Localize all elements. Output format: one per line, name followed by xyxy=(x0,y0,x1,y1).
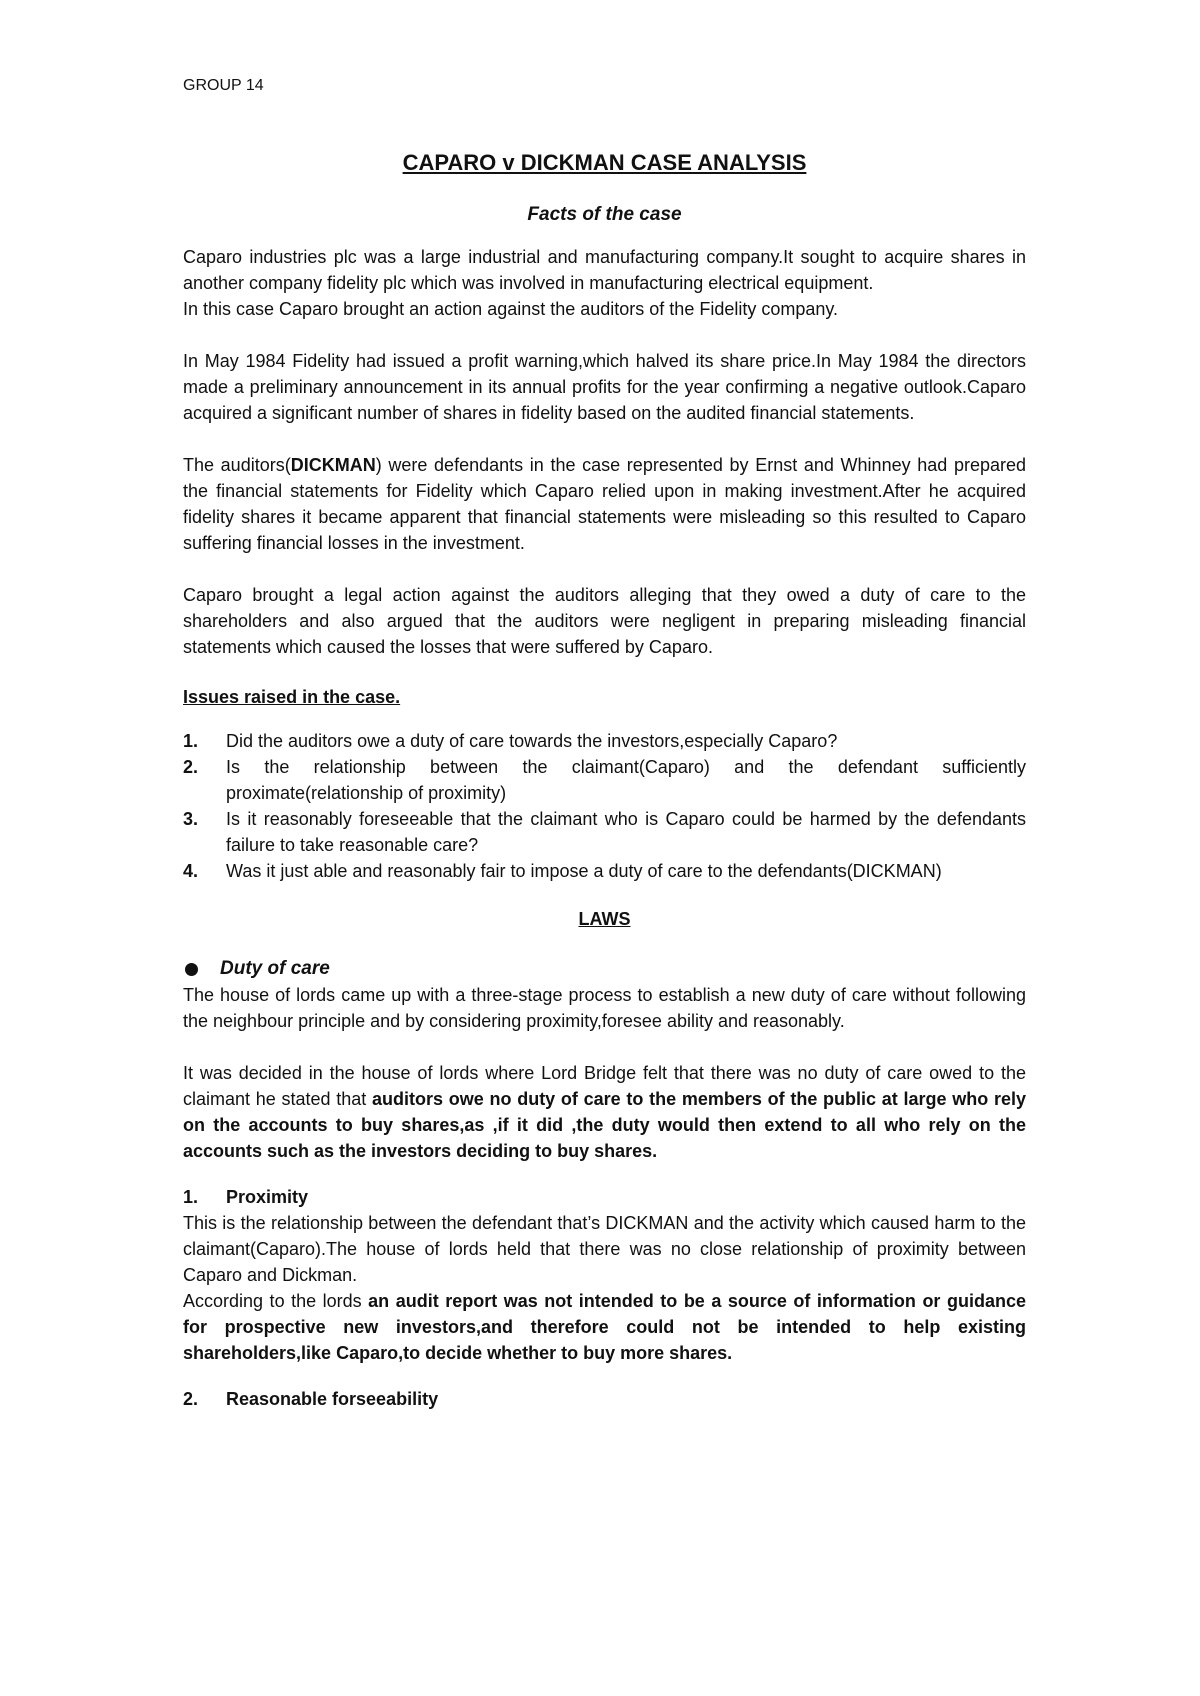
proximity-heading xyxy=(183,1184,1026,1210)
issue-number: 2. xyxy=(183,757,199,777)
duty-text-2b: auditors owe no duty of care to the members of the public at large who rely on the accounts to buy shares,as ,if it did ,the duty would then extend to all who rely on the accounts such as the investors deciding to buy shares. xyxy=(183,1089,1027,1161)
laws-heading: LAWS xyxy=(578,909,631,929)
foreseeability-heading-text: Reasonable forseeability xyxy=(226,1389,439,1409)
facts-text-3b: DICKMAN xyxy=(290,455,376,475)
duty-heading-text: Duty of care xyxy=(220,958,330,979)
issue-text: Is the relationship between the claimant(Caparo) and the defendant sufficiently proximate(relationship of proximity) xyxy=(226,757,1026,803)
issue-item xyxy=(183,754,1026,806)
issues-heading: Issues raised in the case. xyxy=(183,687,401,707)
issue-item xyxy=(183,806,1026,858)
facts-text-1b: It sought to acquire shares in another company fidelity plc which was involved in manufacturing electrical equipment. xyxy=(183,247,1026,293)
duty-paragraph-1: The house of lords came up with a three-stage process to establish a new duty of care without following the neighbour principle and by considering proximity,foresee ability and reasonably. xyxy=(183,985,1026,1031)
facts-paragraph-4: Caparo brought a legal action against the auditors alleging that they owed a duty of care to the shareholders and also argued that the auditors were negligent in preparing misleading financial statements which caused the losses that were suffered by Caparo. xyxy=(183,585,1026,657)
foreseeability-heading xyxy=(183,1386,1026,1412)
proximity-paragraph-1: This is the relationship between the defendant that’s DICKMAN and the activity which caused harm to the claimant(Caparo).The house of lords held that there was no close relationship of proximity between Caparo and Dickman. xyxy=(183,1213,1026,1285)
facts-paragraph-3 xyxy=(183,452,1026,556)
facts-text-3c: ) were defendants in the case represented by Ernst and Whinney had prepared the financial statements for Fidelity which Caparo relied upon in making investment.After he acquired fidelity shares it became apparent that financial statements were misleading so this resulted to Caparo suffering financial losses in the investment. xyxy=(183,455,1026,553)
issue-number: 4. xyxy=(183,861,199,881)
facts-heading: Facts of the case xyxy=(527,204,682,225)
issue-number: 3. xyxy=(183,809,199,829)
issues-list xyxy=(183,728,1026,884)
issue-text: Is it reasonably foreseeable that the claimant who is Caparo could be harmed by the defendants failure to take reasonable care? xyxy=(226,809,1026,855)
duty-text-2a: It was decided in the house of lords where Lord Bridge felt that there was no duty of care owed to the claimant he stated that xyxy=(183,1063,1026,1109)
issue-number: 1. xyxy=(183,731,199,751)
document-body xyxy=(183,150,1026,1412)
issue-item xyxy=(183,728,1026,754)
facts-paragraph-2: In May 1984 Fidelity had issued a profit warning,which halved its share price.In May 1984 the directors made a preliminary announcement in its annual profits for the year confirming a negative outlook.Caparo acquired a significant number of shares in fidelity based on the audited financial statements. xyxy=(183,351,1026,423)
proximity-heading-text: Proximity xyxy=(226,1187,309,1207)
issue-item xyxy=(183,858,1026,884)
proximity-number: 1. xyxy=(183,1187,199,1207)
duty-paragraph-2 xyxy=(183,1060,1026,1164)
proximity-text-2a: According to the lords xyxy=(183,1291,369,1311)
issue-text: Did the auditors owe a duty of care towards the investors,especially Caparo? xyxy=(226,731,838,751)
facts-text-3a: The auditors( xyxy=(183,455,291,475)
facts-text-1a: Caparo industries plc was a large industrial and manufacturing company. xyxy=(183,247,784,267)
foreseeability-number: 2. xyxy=(183,1389,199,1409)
bullet-icon xyxy=(185,963,198,976)
group-label: GROUP 14 xyxy=(183,77,264,94)
proximity-paragraph-2 xyxy=(183,1288,1026,1366)
issue-text: Was it just able and reasonably fair to impose a duty of care to the defendants(DICKMAN) xyxy=(226,861,942,881)
facts-paragraph-1 xyxy=(183,244,1026,296)
document-title: CAPARO v DICKMAN CASE ANALYSIS xyxy=(402,150,807,175)
proximity-text-2b: an audit report was not intended to be a source of information or guidance for prospective new investors,and therefore could not be intended to help existing shareholders,like Caparo,to decide whether to buy more shares. xyxy=(183,1291,1026,1363)
facts-paragraph-1c: In this case Caparo brought an action against the auditors of the Fidelity company. xyxy=(183,299,839,319)
duty-of-care-heading xyxy=(183,956,1026,982)
